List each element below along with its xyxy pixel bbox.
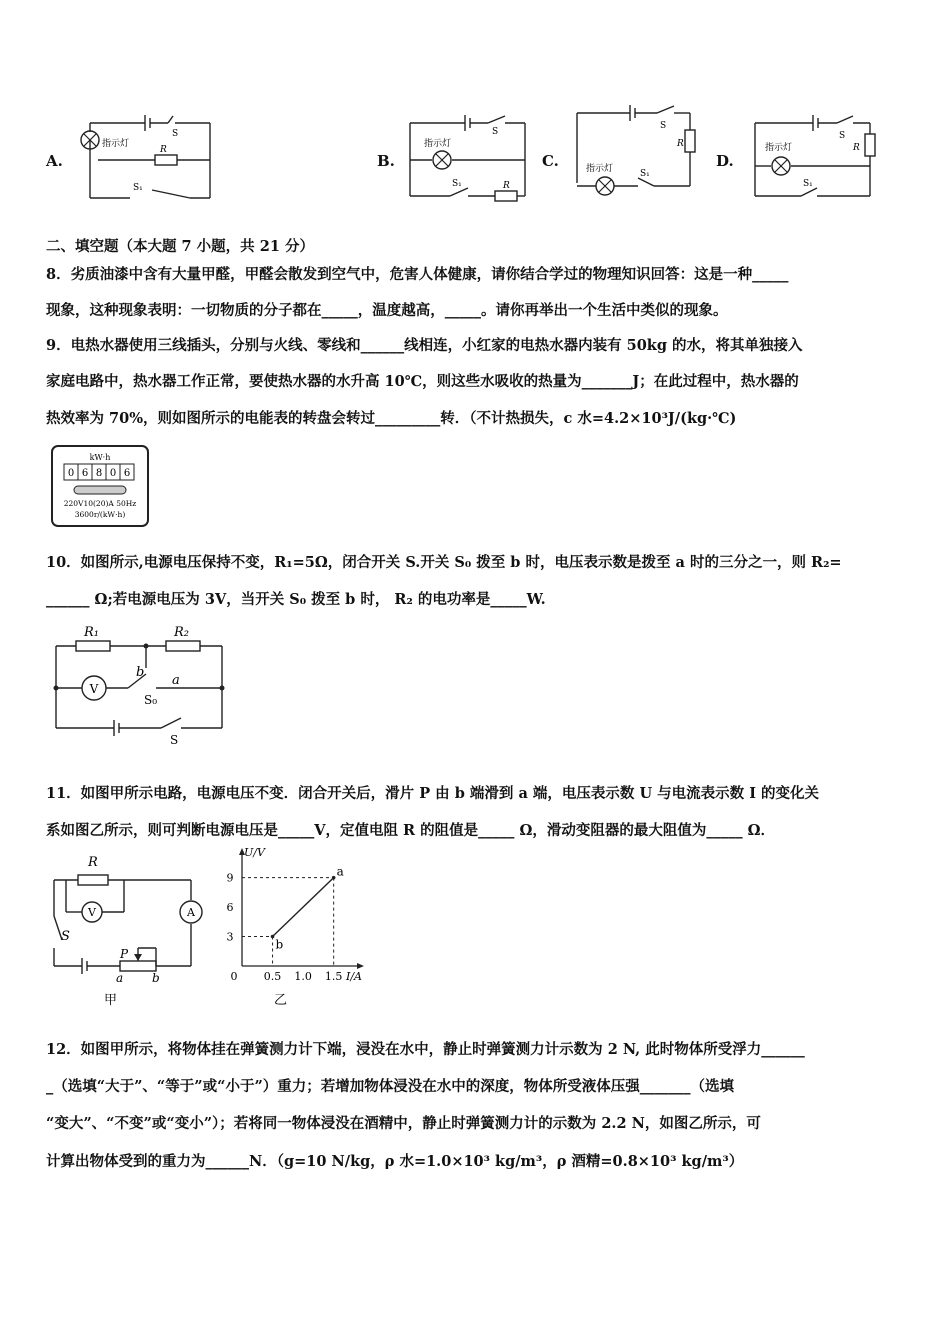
- q10-line-1: 10．如图所示,电源电压保持不变，R₁=5Ω，闭合开关 S.开关 S₀ 拨至 b 时，电压表示数是拨至 a 时的三分之一，则 R₂=: [46, 554, 842, 571]
- slider-p-label: P: [120, 947, 129, 961]
- series-line: [273, 878, 334, 937]
- resistor-label: R: [853, 143, 860, 153]
- section-title: 二、填空题（本大题 7 小题，共 21 分）: [46, 238, 314, 255]
- y-axis-label: U/V: [244, 846, 265, 859]
- meter-digit: 0: [109, 468, 117, 479]
- resistor-label: R: [160, 145, 167, 155]
- x-axis-arrow: [357, 963, 364, 969]
- switch-s1-label: S₁: [133, 183, 143, 193]
- x-tick-label: 1.5: [324, 970, 343, 983]
- y-tick-label: 6: [226, 901, 234, 915]
- circuit-a-diagram: [70, 108, 220, 203]
- point-label: b: [275, 937, 284, 952]
- x-axis-label: I/A: [346, 970, 362, 983]
- option-d-label: D.: [716, 152, 734, 170]
- terminal-a-label: a: [172, 673, 180, 688]
- resistor-label: R: [503, 181, 510, 191]
- meter-spec-1: 220V10(20)A 50Hz: [63, 499, 137, 508]
- lamp-label: 指示灯: [586, 164, 614, 174]
- q12-line-3: “变大”、“不变”或“变小”）；若将同一物体浸没在酒精中，静止时弹簧测力计的示数为 2.2 N，如图乙所示，可: [46, 1115, 761, 1132]
- x-tick-label: 1.0: [294, 970, 312, 983]
- meter-unit: kW·h: [89, 453, 111, 462]
- q8-line-2: 现象，这种现象表明：一切物质的分子都在_____，温度越高，_____。请你再举出一个生活中类似的现象。: [46, 302, 728, 319]
- option-a-label: A.: [46, 152, 63, 170]
- meter-digit: 6: [123, 468, 131, 479]
- end-b-label: b: [152, 971, 160, 985]
- q11-circuit-diagram: [46, 848, 216, 1008]
- meter-digit: 8: [95, 468, 103, 479]
- q12-line-1: 12．如图甲所示，将物体挂在弹簧测力计下端，浸没在水中，静止时弹簧测力计示数为 2 N, 此时物体所受浮力______: [46, 1041, 805, 1058]
- lamp-label: 指示灯: [424, 139, 452, 149]
- end-a-label: a: [116, 971, 124, 985]
- meter-digits: [64, 464, 134, 480]
- terminal-b-label: b: [136, 665, 145, 680]
- switch-s1-label: S₁: [803, 179, 813, 189]
- q10-line-2: ______ Ω;若电源电压为 3V，当开关 S₀ 拨至 b 时， R₂ 的电功率是_____W.: [46, 591, 546, 608]
- meter-digit: 6: [81, 468, 89, 479]
- data-point: [332, 876, 336, 880]
- circuit-d-diagram: [745, 108, 885, 203]
- circuit-c-diagram: [572, 98, 707, 198]
- q9-line-3: 热效率为 70%，则如图所示的电能表的转盘会转过_________转．（不计热损失，c 水=4.2×10³J/(kg·℃): [46, 410, 737, 427]
- q9-line-1: 9．电热水器使用三线插头，分别与火线、零线和______线相连，小红家的电热水器内装有 50kg 的水，将其单独接入: [46, 337, 803, 354]
- lamp-label: 指示灯: [102, 139, 130, 149]
- q8-line-1: 8．劣质油漆中含有大量甲醛，甲醛会散发到空气中，危害人体健康，请你结合学过的物理知识回答：这是一种_____: [46, 266, 789, 283]
- resistor-label: R: [677, 139, 684, 149]
- option-c-label: C.: [542, 152, 559, 170]
- q11-ui-chart: [220, 846, 370, 1010]
- q12-line-4: 计算出物体受到的重力为______N．（g=10 N/kg，ρ 水=1.0×10³ kg/m³，ρ 酒精=0.8×10³ kg/m³）: [46, 1153, 744, 1170]
- switch-s0-label: S₀: [144, 693, 158, 707]
- q9-line-2: 家庭电路中，热水器工作正常，要使热水器的水升高 10℃，则这些水吸收的热量为_______J；在此过程中，热水器的: [46, 373, 799, 390]
- switch-s-label: S: [170, 733, 179, 747]
- energy-meter-diagram: [50, 444, 150, 528]
- circuit-b-diagram: [400, 108, 535, 203]
- data-point: [271, 935, 275, 939]
- q12-line-2: _（选填“大于”、“等于”或“小于”）重力；若增加物体浸没在水中的深度，物体所受液体压强_______（选填: [46, 1078, 735, 1095]
- x-tick-label: 0.5: [263, 970, 282, 983]
- r2-label: R₂: [174, 625, 189, 640]
- caption-jia: 甲: [104, 993, 118, 1008]
- q10-circuit-diagram: [46, 618, 236, 748]
- y-tick-label: 9: [226, 871, 234, 885]
- x-tick-label: 0: [230, 970, 238, 983]
- r1-label: R₁: [84, 625, 99, 640]
- q11-line-1: 11．如图甲所示电路，电源电压不变．闭合开关后，滑片 P 由 b 端滑到 a 端，电压表示数 U 与电流表示数 I 的变化关: [46, 785, 820, 802]
- switch-s1-label: S₁: [640, 169, 650, 179]
- switch-s-label: S: [839, 131, 846, 141]
- caption-yi: 乙: [274, 993, 288, 1008]
- voltmeter-label: V: [89, 682, 99, 696]
- switch-s1-label: S₁: [452, 179, 462, 189]
- switch-s-label: S: [492, 127, 499, 137]
- lamp-label: 指示灯: [765, 143, 793, 153]
- point-label: a: [336, 864, 344, 879]
- ammeter-label: A: [187, 906, 195, 919]
- switch-s-label: S: [61, 929, 70, 944]
- q11-line-2: 系如图乙所示，则可判断电源电压是_____V，定值电阻 R 的阻值是_____ Ω，滑动变阻器的最大阻值为_____ Ω．: [46, 822, 776, 839]
- switch-s-label: S: [660, 121, 667, 131]
- y-tick-label: 3: [226, 930, 234, 944]
- meter-digit: 0: [67, 468, 75, 479]
- option-b-label: B.: [377, 152, 395, 170]
- meter-disc: [74, 486, 126, 494]
- switch-s-label: S: [172, 129, 179, 139]
- resistor-r-label: R: [88, 855, 98, 870]
- voltmeter-label: V: [88, 906, 96, 919]
- meter-spec-2: 3600r/(kW·h): [74, 510, 126, 519]
